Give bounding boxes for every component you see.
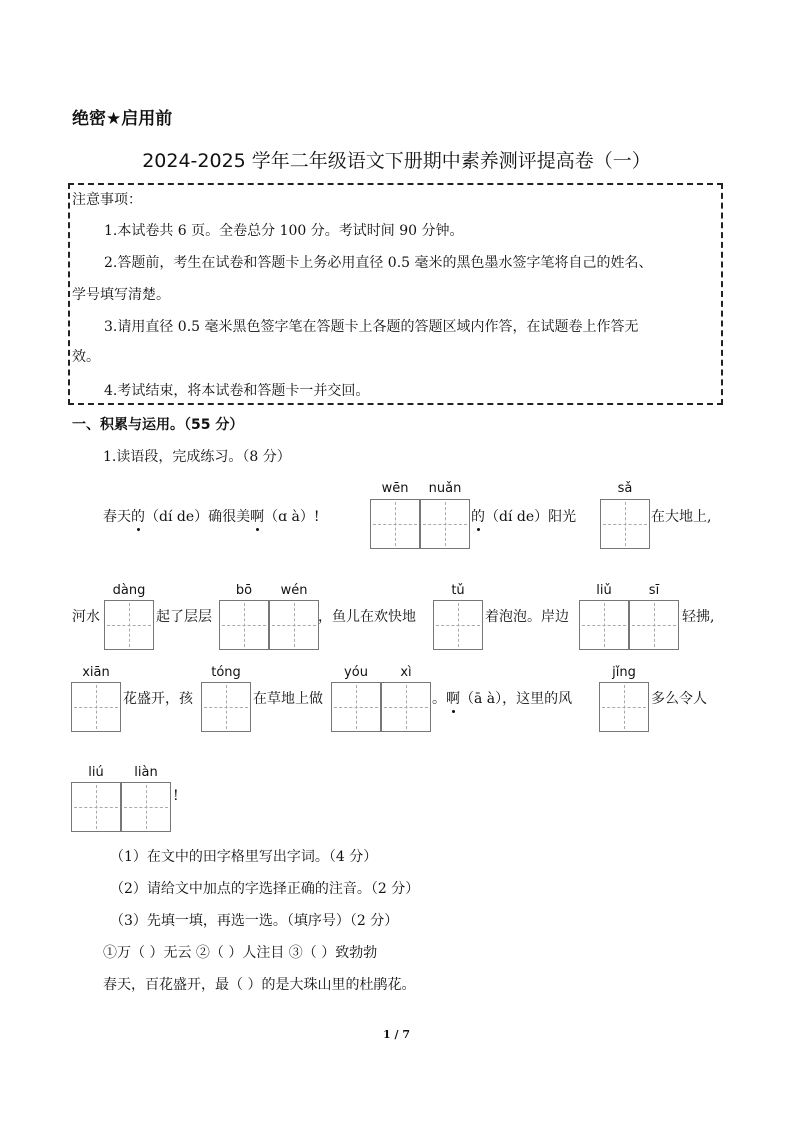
writing-grid-si[interactable] [629, 600, 679, 650]
passage-line-3d: 多么令人 [651, 691, 707, 707]
pinyin-tong: tóng [211, 665, 241, 680]
pinyin-lian: liàn [134, 765, 158, 780]
writing-grid-tu[interactable] [433, 600, 483, 650]
confidential-label: 绝密★启用前 [72, 109, 173, 129]
passage-text: 。 [432, 691, 446, 707]
passage-line-4: ! [173, 788, 179, 804]
exam-title: 2024-2025 学年二年级语文下册期中素养测评提高卷（一） [142, 150, 651, 172]
dotted-char: 啊 [250, 506, 264, 526]
pinyin-you: yóu [344, 665, 368, 680]
writing-grid-wen[interactable] [370, 499, 420, 549]
pinyin-sa: sǎ [617, 481, 633, 496]
writing-grid-bo[interactable] [219, 600, 269, 650]
passage-text: （dí de）阳光 [485, 509, 577, 525]
passage-line-3c [432, 688, 572, 708]
writing-grid-liu[interactable] [579, 600, 629, 650]
pinyin-si: sī [648, 583, 660, 598]
passage-line-1c: 在大地上, [651, 509, 712, 525]
dotted-char: 啊 [446, 688, 460, 708]
writing-grid-wen2[interactable] [269, 600, 319, 650]
dotted-char: 的 [471, 506, 485, 526]
pinyin-wen2: wén [280, 583, 308, 598]
pinyin-xi: xì [400, 665, 412, 680]
dotted-char: 的 [131, 506, 145, 526]
writing-grid-jing[interactable] [599, 682, 649, 732]
passage-text: （ɑ à）! [264, 509, 320, 525]
writing-grid-xi[interactable] [381, 682, 431, 732]
passage-line-2e: 轻拂, [682, 609, 715, 625]
notice-item-3: 3.请用直径 0.5 毫米黑色签字笔在答题卡上各题的答题区域内作答，在试题卷上作答无 [104, 319, 639, 335]
pinyin-bo: bō [235, 583, 253, 598]
pinyin-tu: tǔ [451, 583, 465, 598]
writing-grid-you[interactable] [331, 682, 381, 732]
question-1: 1.读语段，完成练习。（8 分） [103, 449, 291, 465]
pinyin-liu: liǔ [596, 583, 612, 598]
subquestion-2: （2）请给文中加点的字选择正确的注音。（2 分） [110, 881, 420, 897]
notice-item-2: 2.答题前，考生在试卷和答题卡上务必用直径 0.5 毫米的黑色墨水签字笔将自己的姓名、 [104, 255, 653, 271]
notice-item-2-cont: 学号填写清楚。 [72, 287, 170, 303]
passage-text: （ā à），这里的风 [460, 691, 573, 707]
passage-line-2c: ，鱼儿在欢快地 [318, 609, 416, 625]
passage-line-2a: 河水 [72, 609, 100, 625]
passage-text: （dí de）确很美 [145, 509, 251, 525]
pinyin-xian: xiān [82, 665, 110, 680]
writing-grid-tong[interactable] [201, 682, 251, 732]
pinyin-dang: dàng [112, 583, 146, 598]
pinyin-liu2: liú [88, 765, 104, 780]
writing-grid-nuan[interactable] [420, 499, 470, 549]
passage-line-1b [471, 506, 576, 526]
notice-item-1: 1.本试卷共 6 页。全卷总分 100 分。考试时间 90 分钟。 [104, 223, 464, 239]
writing-grid-xian[interactable] [71, 682, 121, 732]
page-number: 1 / 7 [383, 1028, 410, 1041]
notice-item-3-cont: 效。 [72, 349, 100, 365]
subquestion-3: （3）先填一填，再选一选。（填序号）（2 分） [110, 913, 399, 929]
writing-grid-sa[interactable] [600, 499, 650, 549]
notice-item-4: 4.考试结束，将本试卷和答题卡一并交回。 [104, 383, 370, 399]
writing-grid-liu2[interactable] [71, 782, 121, 832]
fill-idioms: ①万（ ）无云 ②（ ）人注目 ③（ ）致勃勃 [103, 945, 378, 961]
passage-line-3a: 花盛开，孩 [123, 691, 193, 707]
writing-grid-lian[interactable] [121, 782, 171, 832]
choose-sentence: 春天，百花盛开，最（ ）的是大珠山里的杜鹃花。 [103, 977, 416, 993]
writing-grid-dang[interactable] [104, 600, 154, 650]
pinyin-nuan: nuǎn [428, 481, 462, 496]
passage-line-1a [103, 506, 320, 526]
pinyin-jing: jǐng [612, 665, 636, 680]
pinyin-wen: wēn [381, 481, 409, 496]
subquestion-1: （1）在文中的田字格里写出字词。（4 分） [110, 849, 378, 865]
passage-line-3b: 在草地上做 [253, 691, 323, 707]
passage-text: 春天 [103, 509, 131, 525]
notice-box [68, 183, 723, 405]
passage-line-2d: 着泡泡。岸边 [485, 609, 569, 625]
notice-heading: 注意事项： [72, 192, 142, 208]
section-title: 一、积累与运用。（55 分） [72, 417, 244, 433]
passage-line-2b: 起了层层 [156, 609, 212, 625]
